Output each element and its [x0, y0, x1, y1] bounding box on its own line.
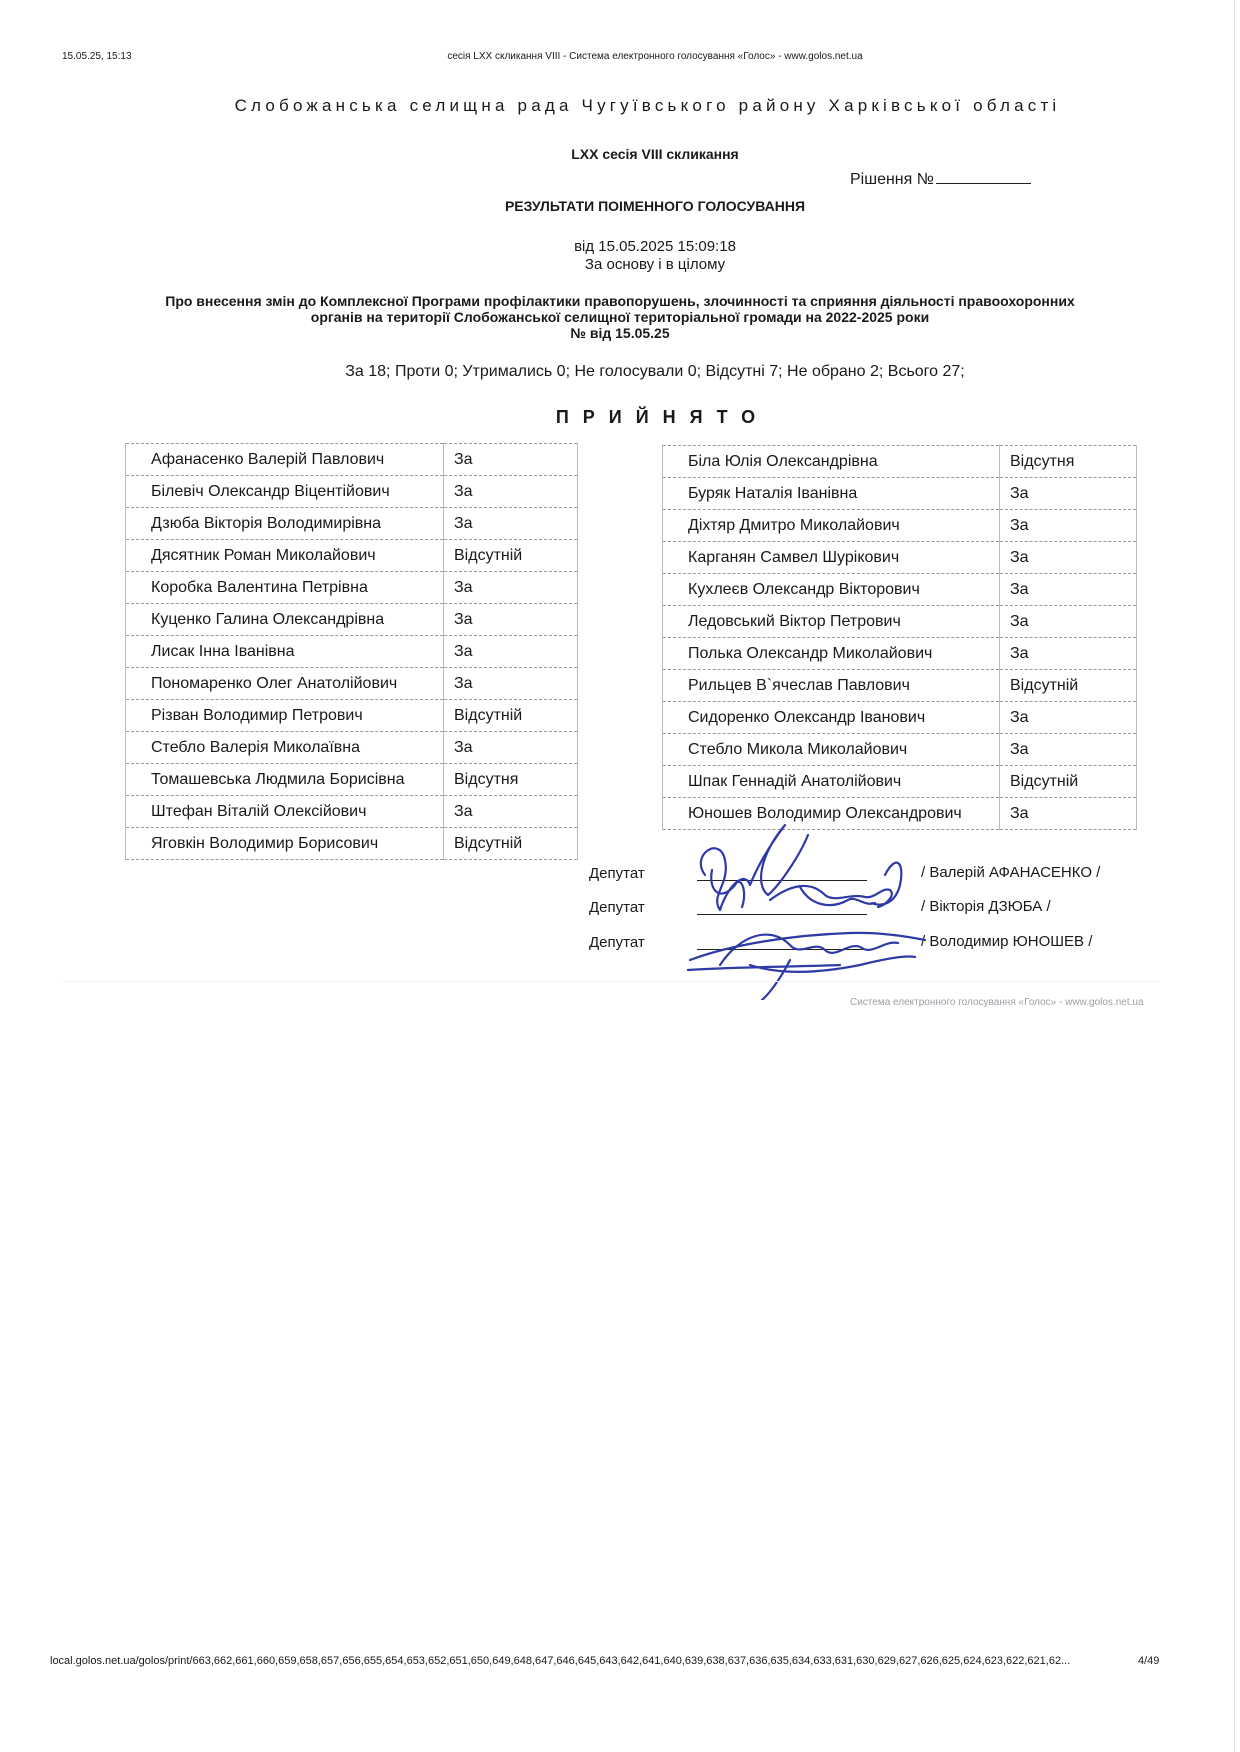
session-title: LXX сесія VIII скликання — [571, 146, 739, 162]
decision-blank-line — [936, 169, 1031, 184]
vote-row — [663, 446, 1137, 478]
vote-value: За — [444, 668, 578, 700]
signature-name: / Володимир ЮНОШЕВ / — [921, 933, 1093, 950]
deputy-name: Лисак Інна Іванівна — [126, 636, 444, 668]
page-number: 4/49 — [1138, 1655, 1160, 1667]
vote-subject — [100, 293, 1140, 341]
results-title: РЕЗУЛЬТАТИ ПОІМЕННОГО ГОЛОСУВАННЯ — [504, 198, 806, 214]
vote-row — [126, 700, 578, 732]
deputy-name: Ледовський Віктор Петрович — [663, 606, 1000, 638]
print-header-title: сесія LXX скликання VIII - Система електронного голосування «Голос» - www.golos.net.ua — [447, 51, 863, 62]
vote-value: За — [444, 732, 578, 764]
handwritten-signatures — [650, 815, 930, 1000]
page-divider — [62, 981, 1160, 982]
vote-row — [663, 734, 1137, 766]
vote-value: За — [444, 604, 578, 636]
vote-value: Відсутній — [1000, 670, 1137, 702]
deputy-name: Біла Юлія Олександрівна — [663, 446, 1000, 478]
vote-row — [663, 606, 1137, 638]
subject-line: органів на території Слобожанської селищної територіальної громади на 2022-2025 роки — [310, 309, 930, 325]
vote-row — [126, 540, 578, 572]
vote-value: За — [1000, 510, 1137, 542]
vote-row — [663, 542, 1137, 574]
vote-row — [663, 766, 1137, 798]
vote-row — [126, 604, 578, 636]
vote-result: ПРИЙНЯТО — [555, 407, 770, 427]
vote-row — [663, 638, 1137, 670]
vote-row — [126, 636, 578, 668]
vote-value: За — [1000, 798, 1137, 830]
vote-value: Відсутня — [444, 764, 578, 796]
deputy-name: Буряк Наталія Іванівна — [663, 478, 1000, 510]
vote-value: За — [444, 636, 578, 668]
deputy-name: Юношев Володимир Олександрович — [663, 798, 1000, 830]
vote-value: За — [444, 796, 578, 828]
vote-row — [663, 510, 1137, 542]
print-datetime: 15.05.25, 15:13 — [62, 51, 132, 62]
deputy-name: Дзюба Вікторія Володимирівна — [126, 508, 444, 540]
system-footer: Система електронного голосування «Голос» - www.golos.net.ua — [850, 997, 1144, 1008]
deputy-name: Білевіч Олександр Віцентійович — [126, 476, 444, 508]
vote-row — [126, 572, 578, 604]
vote-tally: За 18; Проти 0; Утримались 0; Не голосували 0; Відсутні 7; Не обрано 2; Всього 27; — [345, 363, 965, 380]
vote-value: За — [444, 476, 578, 508]
vote-value: За — [1000, 734, 1137, 766]
vote-value: За — [1000, 574, 1137, 606]
deputy-name: Полька Олександр Миколайович — [663, 638, 1000, 670]
vote-row — [126, 444, 578, 476]
vote-row — [663, 702, 1137, 734]
vote-row — [663, 670, 1137, 702]
vote-value: За — [444, 508, 578, 540]
vote-value: Відсутній — [1000, 766, 1137, 798]
decision-label: Рішення № — [850, 171, 934, 188]
vote-row — [126, 508, 578, 540]
vote-value: Відсутній — [444, 700, 578, 732]
signature-name: / Вікторія ДЗЮБА / — [921, 898, 1051, 915]
deputy-name: Яговкін Володимир Борисович — [126, 828, 444, 860]
vote-row — [126, 764, 578, 796]
deputy-name: Томашевська Людмила Борисівна — [126, 764, 444, 796]
signature-name: / Валерій АФАНАСЕНКО / — [921, 864, 1101, 881]
deputy-name: Рильцев В`ячеслав Павлович — [663, 670, 1000, 702]
vote-date: від 15.05.2025 15:09:18 — [574, 238, 736, 255]
subject-line: Про внесення змін до Комплексної Програми профілактики правопорушень, злочинності та сприяння діяльності правоохоронних — [165, 293, 1075, 309]
deputy-name: Куценко Галина Олександрівна — [126, 604, 444, 636]
signature-label: Депутат — [589, 865, 645, 882]
vote-row — [126, 668, 578, 700]
subject-line: № від 15.05.25 — [570, 325, 670, 341]
vote-value: Відсутній — [444, 540, 578, 572]
votes-table-left — [125, 443, 578, 860]
vote-value: За — [444, 444, 578, 476]
council-name: Слобожанська селищна рада Чугуївського району Харківської області — [234, 96, 1061, 115]
deputy-name: Кухлеєв Олександр Вікторович — [663, 574, 1000, 606]
deputy-name: Різван Володимир Петрович — [126, 700, 444, 732]
vote-value: За — [444, 572, 578, 604]
vote-value: За — [1000, 638, 1137, 670]
deputy-name: Діхтяр Дмитро Миколайович — [663, 510, 1000, 542]
vote-row — [126, 476, 578, 508]
vote-row — [126, 796, 578, 828]
vote-row — [126, 732, 578, 764]
signature-label: Депутат — [589, 899, 645, 916]
vote-row — [126, 828, 578, 860]
deputy-name: Афанасенко Валерій Павлович — [126, 444, 444, 476]
vote-value: Відсутній — [444, 828, 578, 860]
deputy-name: Стебло Микола Миколайович — [663, 734, 1000, 766]
deputy-name: Пономаренко Олег Анатолійович — [126, 668, 444, 700]
signature-label: Депутат — [589, 934, 645, 951]
vote-value: За — [1000, 606, 1137, 638]
print-url: local.golos.net.ua/golos/print/663,662,661,660,659,658,657,656,655,654,653,652,651,650,649,648,647,646,645,643,642,641,640,639,638,637,636,635,634,633,631,630,629,627,626,625,624,623,622,621,62... — [50, 1655, 1071, 1667]
deputy-name: Штефан Віталій Олексійович — [126, 796, 444, 828]
decision-number — [850, 169, 1031, 189]
vote-value: За — [1000, 542, 1137, 574]
vote-row — [663, 478, 1137, 510]
vote-value: За — [1000, 702, 1137, 734]
deputy-name: Дясятник Роман Миколайович — [126, 540, 444, 572]
vote-value: За — [1000, 478, 1137, 510]
deputy-name: Стебло Валерія Миколаївна — [126, 732, 444, 764]
vote-row — [663, 574, 1137, 606]
deputy-name: Коробка Валентина Петрівна — [126, 572, 444, 604]
deputy-name: Сидоренко Олександр Іванович — [663, 702, 1000, 734]
deputy-name: Шпак Геннадій Анатолійович — [663, 766, 1000, 798]
votes-table-right — [662, 445, 1137, 830]
vote-basis: За основу і в цілому — [584, 256, 726, 273]
scan-edge — [1234, 0, 1235, 1752]
vote-value: Відсутня — [1000, 446, 1137, 478]
deputy-name: Карганян Самвел Шурікович — [663, 542, 1000, 574]
